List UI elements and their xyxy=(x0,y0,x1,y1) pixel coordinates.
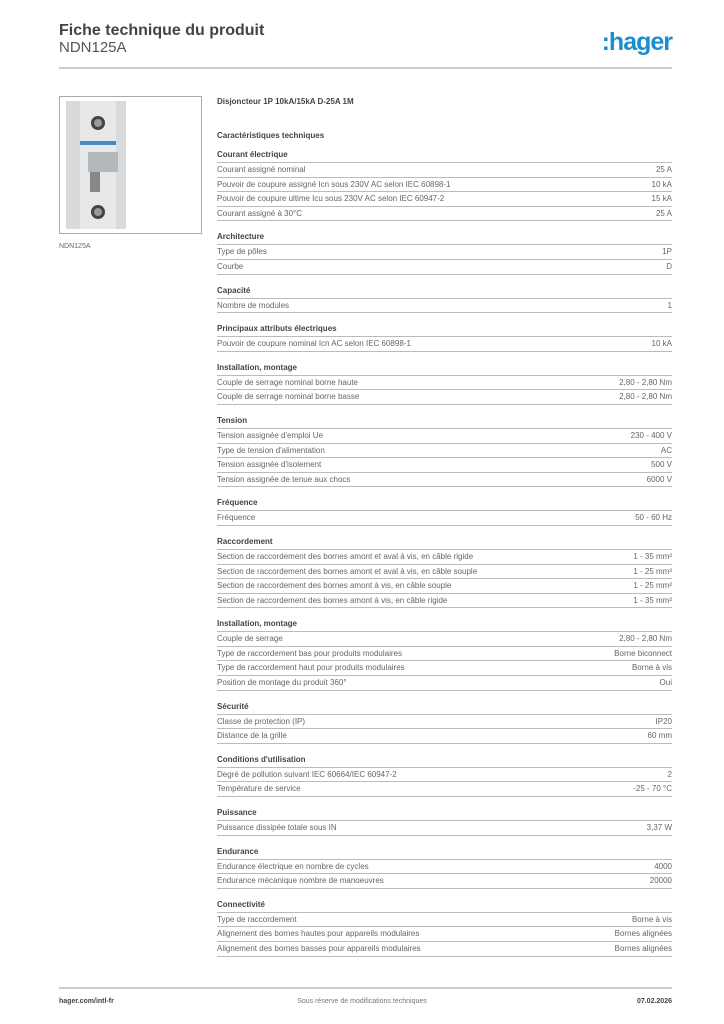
spec-label: Température de service xyxy=(217,784,301,794)
spec-label: Fréquence xyxy=(217,513,256,523)
spec-label: Pouvoir de coupure nominal Icn AC selon IEC 60898-1 xyxy=(217,339,411,349)
spec-value: 10 kA xyxy=(651,339,672,349)
section-title: Endurance xyxy=(217,845,672,860)
spec-label: Puissance dissipée totale sous IN xyxy=(217,823,337,833)
spec-row xyxy=(217,579,672,594)
spec-label: Couple de serrage nominal borne basse xyxy=(217,392,360,402)
product-name: Disjoncteur 1P 10kA/15kA D-25A 1M xyxy=(217,97,354,106)
spec-label: Type de raccordement xyxy=(217,914,297,924)
spec-label: Couple de serrage xyxy=(217,634,283,644)
spec-label: Type de raccordement haut pour produits modulaires xyxy=(217,663,405,673)
spec-row xyxy=(217,511,672,526)
spec-value: 1P xyxy=(662,247,672,257)
spec-value: 2,80 - 2,80 Nm xyxy=(619,634,672,644)
spec-label: Type de raccordement bas pour produits modulaires xyxy=(217,648,402,658)
spec-section xyxy=(217,148,672,221)
spec-row xyxy=(217,942,672,957)
spec-row xyxy=(217,661,672,676)
spec-row xyxy=(217,874,672,889)
spec-value: D xyxy=(666,261,672,271)
spec-value: Oui xyxy=(659,678,672,688)
section-title: Sécurité xyxy=(217,700,672,715)
characteristics-title: Caractéristiques techniques xyxy=(217,131,325,140)
spec-label: Type de tension d'alimentation xyxy=(217,445,325,455)
spec-section xyxy=(217,700,672,744)
section-title: Installation, montage xyxy=(217,361,672,376)
spec-label: Pouvoir de coupure ultime Icu sous 230V AC selon IEC 60947-2 xyxy=(217,194,445,204)
spec-value: 25 A xyxy=(655,165,672,174)
spec-row xyxy=(217,207,672,222)
spec-value: 1 - 25 mm² xyxy=(633,581,672,591)
spec-section xyxy=(217,361,672,405)
spec-row xyxy=(217,299,672,314)
spec-label: Courant assigné à 30°C xyxy=(217,208,303,218)
hager-logo: :hager xyxy=(601,28,672,56)
spec-row xyxy=(217,550,672,565)
spec-value: 4000 xyxy=(654,861,672,871)
spec-row xyxy=(217,163,672,178)
spec-value: Bornes alignées xyxy=(614,944,672,953)
spec-row xyxy=(217,676,672,691)
spec-row xyxy=(217,782,672,797)
spec-label: Tension assignée d'isolement xyxy=(217,460,322,470)
image-caption: NDN125A xyxy=(59,243,91,250)
spec-label: Type de pôles xyxy=(217,247,267,257)
spec-row xyxy=(217,473,672,488)
section-title: Fréquence xyxy=(217,496,672,511)
spec-value: 1 - 25 mm² xyxy=(633,566,672,576)
spec-section xyxy=(217,496,672,526)
spec-value: 230 - 400 V xyxy=(630,430,672,440)
section-title: Installation, montage xyxy=(217,617,672,632)
section-title: Architecture xyxy=(217,230,672,245)
spec-row xyxy=(217,821,672,836)
spec-label: Endurance mécanique nombre de manoeuvres xyxy=(217,876,384,886)
spec-row xyxy=(217,632,672,647)
spec-value: Bornes alignées xyxy=(614,929,672,939)
section-title: Conditions d'utilisation xyxy=(217,753,672,768)
spec-row xyxy=(217,458,672,473)
spec-section xyxy=(217,414,672,487)
spec-section xyxy=(217,284,672,314)
spec-label: Section de raccordement des bornes amont à vis, en câble rigide xyxy=(217,595,448,605)
spec-label: Position de montage du produit 360° xyxy=(217,678,347,688)
section-title: Puissance xyxy=(217,806,672,821)
spec-row xyxy=(217,178,672,193)
spec-value: 60 mm xyxy=(647,731,672,741)
spec-label: Tension assignée d'emploi Ue xyxy=(217,430,324,440)
spec-value: IP20 xyxy=(655,716,672,726)
spec-row xyxy=(217,444,672,459)
spec-label: Endurance électrique en nombre de cycles xyxy=(217,861,369,871)
spec-value: 2,80 - 2,80 Nm xyxy=(619,392,672,402)
spec-value: 50 - 60 Hz xyxy=(635,513,672,523)
spec-value: 6000 V xyxy=(646,474,672,484)
spec-section xyxy=(217,753,672,797)
spec-value: 3,37 W xyxy=(646,823,672,833)
product-code: NDN125A xyxy=(59,39,127,56)
spec-row xyxy=(217,594,672,609)
section-title: Connectivité xyxy=(217,898,672,913)
footer-url[interactable]: hager.com/intl-fr xyxy=(59,998,114,1005)
spec-value: 2 xyxy=(667,769,672,779)
footer-date: 07.02.2026 xyxy=(636,998,672,1005)
spec-row xyxy=(217,337,672,352)
spec-value: Borne à vis xyxy=(631,663,672,673)
spec-label: Distance de la grille xyxy=(217,731,287,741)
section-title: Courant électrique xyxy=(217,148,672,163)
spec-row xyxy=(217,390,672,405)
spec-label: Section de raccordement des bornes amont et aval à vis, en câble rigide xyxy=(217,551,474,561)
header-divider xyxy=(59,67,672,69)
spec-row xyxy=(217,245,672,260)
spec-value: 15 kA xyxy=(651,194,672,204)
spec-section xyxy=(217,898,672,957)
spec-section xyxy=(217,806,672,836)
spec-label: Courant assigné nominal xyxy=(217,165,306,174)
section-title: Raccordement xyxy=(217,535,672,550)
page-title: Fiche technique du produit xyxy=(59,22,265,39)
section-title: Tension xyxy=(217,414,672,429)
spec-value: 10 kA xyxy=(651,179,672,189)
spec-section xyxy=(217,535,672,608)
spec-label: Alignement des bornes basses pour appareils modulaires xyxy=(217,944,421,953)
spec-label: Tension assignée de tenue aux chocs xyxy=(217,474,351,484)
footer-divider xyxy=(59,987,672,989)
spec-value: 1 xyxy=(667,300,672,310)
spec-row xyxy=(217,260,672,275)
spec-row xyxy=(217,768,672,783)
spec-label: Section de raccordement des bornes amont à vis, en câble souple xyxy=(217,581,452,591)
section-title: Principaux attributs électriques xyxy=(217,322,672,337)
footer-note: Sous réserve de modifications techniques xyxy=(297,998,427,1005)
spec-label: Section de raccordement des bornes amont et aval à vis, en câble souple xyxy=(217,566,478,576)
spec-label: Couple de serrage nominal borne haute xyxy=(217,377,358,387)
spec-section xyxy=(217,845,672,889)
spec-row xyxy=(217,715,672,730)
spec-row xyxy=(217,565,672,580)
spec-label: Pouvoir de coupure assigné Icn sous 230V AC selon IEC 60898-1 xyxy=(217,179,451,189)
spec-value: 2,80 - 2,80 Nm xyxy=(619,377,672,387)
spec-row xyxy=(217,927,672,942)
spec-value: 25 A xyxy=(655,208,672,218)
spec-value: 1 - 35 mm² xyxy=(633,595,672,605)
spec-section xyxy=(217,230,672,274)
product-image xyxy=(59,96,202,234)
spec-row xyxy=(217,376,672,391)
spec-row xyxy=(217,192,672,207)
spec-value: Borne à vis xyxy=(631,914,672,924)
spec-label: Courbe xyxy=(217,261,244,271)
spec-label: Degré de pollution suivant IEC 60664/IEC 60947-2 xyxy=(217,769,397,779)
spec-value: 500 V xyxy=(651,460,672,470)
spec-value: AC xyxy=(660,445,672,455)
spec-sheet xyxy=(217,96,672,966)
spec-value: 20000 xyxy=(649,876,672,886)
spec-row xyxy=(217,429,672,444)
section-title: Capacité xyxy=(217,284,672,299)
spec-label: Classe de protection (IP) xyxy=(217,716,306,726)
spec-section xyxy=(217,617,672,690)
spec-label: Nombre de modules xyxy=(217,300,290,310)
spec-value: -25 - 70 °C xyxy=(633,784,672,794)
spec-row xyxy=(217,729,672,744)
spec-row xyxy=(217,647,672,662)
spec-label: Alignement des bornes hautes pour appareils modulaires xyxy=(217,929,420,939)
spec-row xyxy=(217,913,672,928)
spec-section xyxy=(217,322,672,352)
spec-value: 1 - 35 mm² xyxy=(633,551,672,561)
spec-row xyxy=(217,860,672,875)
spec-value: Borne biconnect xyxy=(614,648,672,658)
